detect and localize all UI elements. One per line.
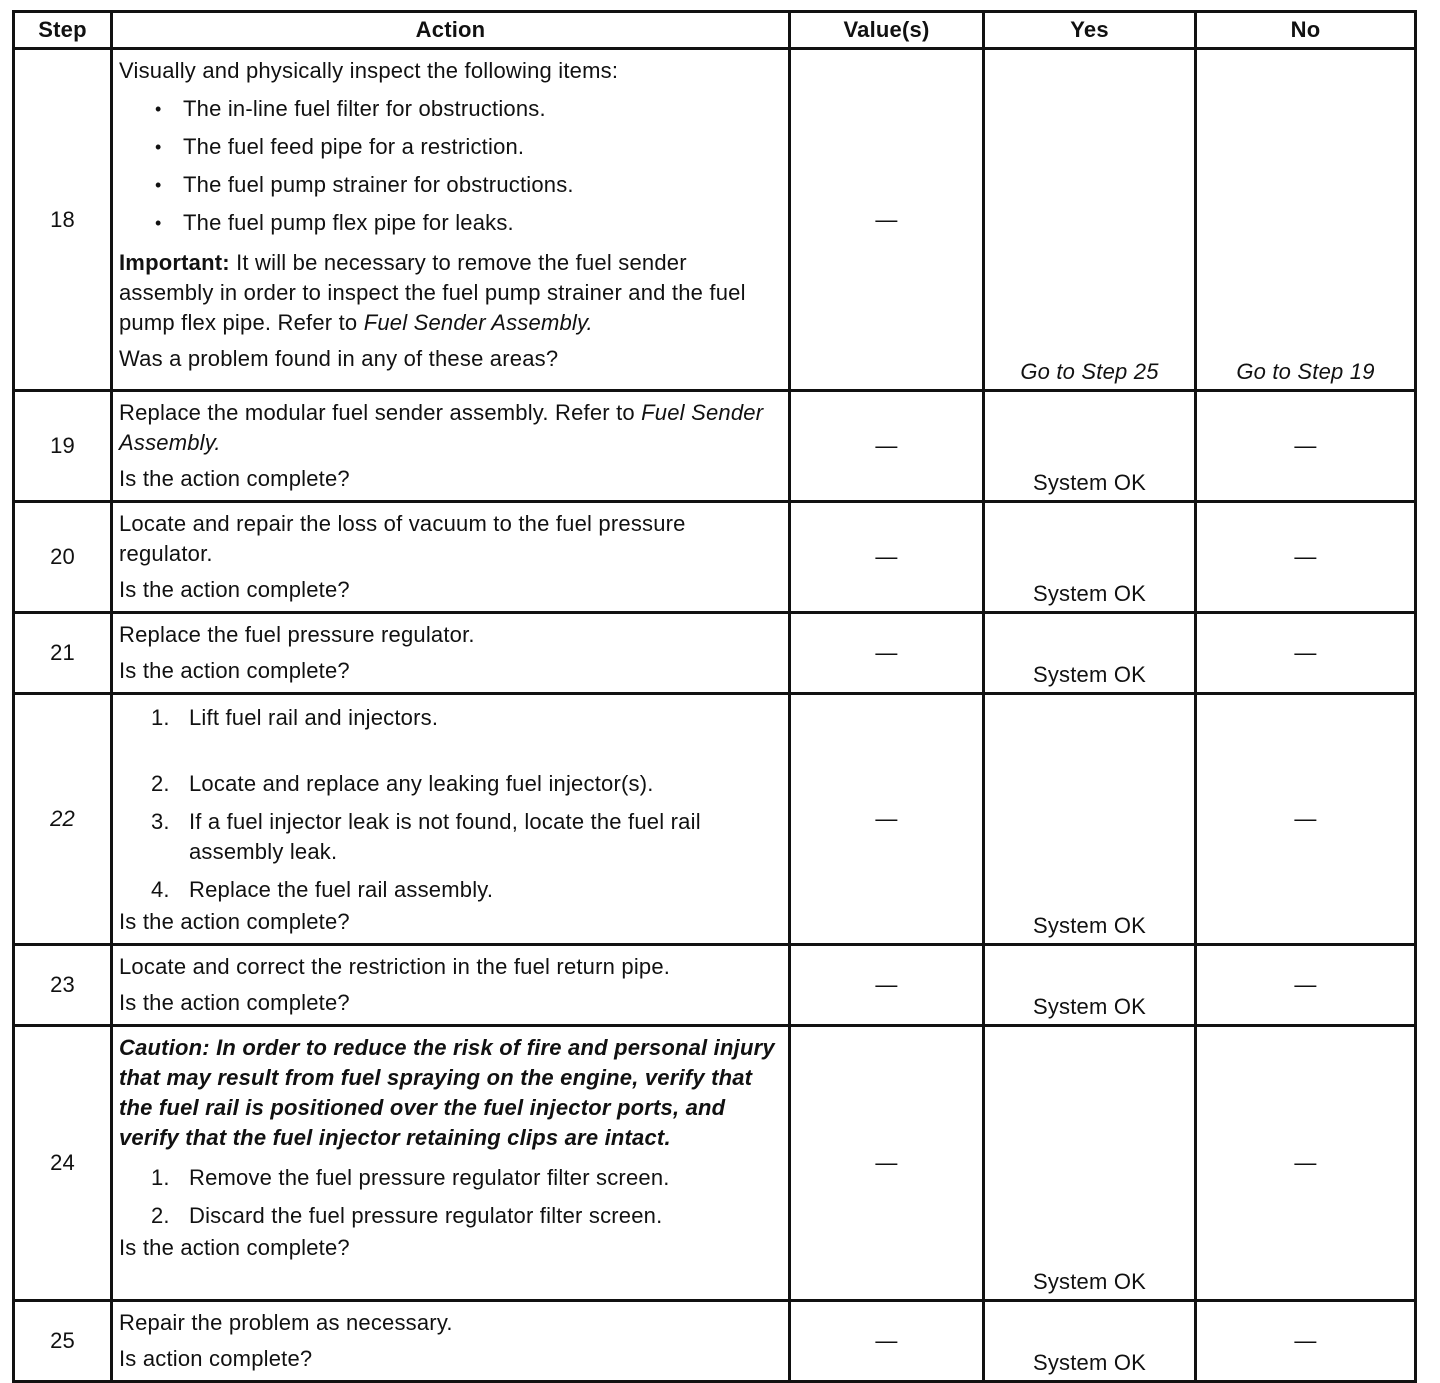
action-intro: Visually and physically inspect the following items:: [119, 58, 619, 83]
step-number: 22: [14, 694, 112, 945]
action-cell: [112, 502, 790, 613]
fuel-sender-assembly-ref: Fuel Sender Assembly.: [119, 400, 764, 455]
step-row-25: [14, 1301, 1416, 1382]
value-cell: —: [790, 502, 984, 613]
value-cell: —: [790, 391, 984, 502]
step-number: 18: [14, 49, 112, 391]
yes-cell: [984, 49, 1196, 391]
yes-cell: [984, 391, 1196, 502]
header-row: [14, 12, 1416, 49]
action-cell: [112, 1026, 790, 1301]
no-cell: [1196, 1026, 1416, 1301]
procedure-list: [119, 703, 778, 905]
step-number: 24: [14, 1026, 112, 1301]
yes-result: System OK: [1032, 913, 1147, 938]
no-result: —: [1294, 640, 1317, 665]
yes-result: Go to Step 25: [1020, 359, 1159, 384]
step-number: 23: [14, 945, 112, 1026]
step-number: 20: [14, 502, 112, 613]
action-question: Was a problem found in any of these areas?: [119, 346, 559, 371]
value-cell: —: [790, 694, 984, 945]
step-row-20: [14, 502, 1416, 613]
action-question: Is the action complete?: [119, 466, 350, 491]
action-cell: [112, 945, 790, 1026]
no-cell: [1196, 391, 1416, 502]
action-cell: [112, 613, 790, 694]
action-question: Is the action complete?: [119, 909, 350, 934]
yes-cell: [984, 945, 1196, 1026]
caution-note: Caution: In order to reduce the risk of fire and personal injury that may result from fuel spraying on the engine, verify that the fuel rail is positioned over the fuel injector ports, and verify that the fuel injector retaining clips are intact.: [119, 1035, 775, 1150]
action-question: Is the action complete?: [119, 577, 350, 602]
yes-result: System OK: [1032, 581, 1147, 606]
diagnostic-table-container: [12, 10, 1414, 1383]
diagnostic-table: [12, 10, 1417, 1383]
no-cell: [1196, 502, 1416, 613]
header-step: Step: [14, 12, 112, 49]
value-cell: —: [790, 49, 984, 391]
no-result: —: [1294, 544, 1317, 569]
step-number: 21: [14, 613, 112, 694]
no-result: —: [1294, 972, 1317, 997]
action-question: Is the action complete?: [119, 658, 350, 683]
list-item: 1. Lift fuel rail and injectors.: [151, 705, 439, 730]
list-item: 1. Remove the fuel pressure regulator filter screen.: [151, 1165, 670, 1190]
yes-result: System OK: [1032, 1269, 1147, 1294]
action-text: Replace the fuel pressure regulator.: [119, 622, 475, 647]
header-values: Value(s): [790, 12, 984, 49]
important-text: It will be necessary to remove the fuel sender assembly in order to inspect the fuel pump strainer and the fuel pump flex pipe. Refer to: [119, 250, 746, 335]
list-item: 2. Discard the fuel pressure regulator filter screen.: [151, 1203, 663, 1228]
action-text: Locate and correct the restriction in the fuel return pipe.: [119, 954, 671, 979]
step-row-21: [14, 613, 1416, 694]
step-row-23: [14, 945, 1416, 1026]
list-item: • The in-line fuel filter for obstructions.: [155, 90, 778, 128]
no-cell: [1196, 1301, 1416, 1382]
action-question: Is the action complete?: [119, 990, 350, 1015]
inspection-list: [119, 90, 778, 242]
header-yes: Yes: [984, 12, 1196, 49]
value-cell: —: [790, 1301, 984, 1382]
yes-result: System OK: [1032, 662, 1147, 687]
fuel-sender-assembly-ref: Fuel Sender Assembly.: [363, 310, 593, 335]
no-result: Go to Step 19: [1236, 359, 1375, 384]
list-item: 3. If a fuel injector leak is not found, locate the fuel rail assembly leak.: [151, 809, 701, 864]
header-no: No: [1196, 12, 1416, 49]
value-cell: —: [790, 613, 984, 694]
yes-cell: [984, 613, 1196, 694]
value-cell: —: [790, 1026, 984, 1301]
action-cell: [112, 1301, 790, 1382]
action-cell: [112, 49, 790, 391]
no-result: —: [1294, 1150, 1317, 1175]
list-item: • The fuel pump strainer for obstructions.: [155, 166, 778, 204]
no-cell: [1196, 945, 1416, 1026]
yes-cell: [984, 502, 1196, 613]
action-text: Locate and repair the loss of vacuum to the fuel pressure regulator.: [119, 511, 686, 566]
list-item: 4. Replace the fuel rail assembly.: [151, 877, 494, 902]
step-row-22: [14, 694, 1416, 945]
yes-cell: [984, 1026, 1196, 1301]
step-number: 25: [14, 1301, 112, 1382]
important-label: Important:: [119, 250, 230, 275]
header-action: Action: [112, 12, 790, 49]
yes-cell: [984, 694, 1196, 945]
list-item: 2. Locate and replace any leaking fuel injector(s).: [151, 771, 654, 796]
action-cell: [112, 391, 790, 502]
yes-result: System OK: [1032, 1350, 1147, 1375]
action-text: Repair the problem as necessary.: [119, 1310, 453, 1335]
action-question: Is action complete?: [119, 1346, 313, 1371]
no-result: —: [1294, 806, 1317, 831]
step-row-19: [14, 391, 1416, 502]
no-cell: [1196, 613, 1416, 694]
no-cell: [1196, 49, 1416, 391]
step-row-18: [14, 49, 1416, 391]
list-item: • The fuel feed pipe for a restriction.: [155, 128, 778, 166]
action-text: Replace the modular fuel sender assembly. Refer to Fuel Sender Assembly.: [119, 400, 764, 455]
value-cell: —: [790, 945, 984, 1026]
action-cell: [112, 694, 790, 945]
action-question: Is the action complete?: [119, 1235, 350, 1260]
step-row-24: [14, 1026, 1416, 1301]
yes-result: System OK: [1032, 994, 1147, 1019]
no-cell: [1196, 694, 1416, 945]
no-result: —: [1294, 433, 1317, 458]
yes-result: System OK: [1032, 470, 1147, 495]
step-number: 19: [14, 391, 112, 502]
important-note: [119, 248, 778, 338]
yes-cell: [984, 1301, 1196, 1382]
no-result: —: [1294, 1328, 1317, 1353]
procedure-list: [119, 1163, 778, 1231]
list-item: • The fuel pump flex pipe for leaks.: [155, 204, 778, 242]
